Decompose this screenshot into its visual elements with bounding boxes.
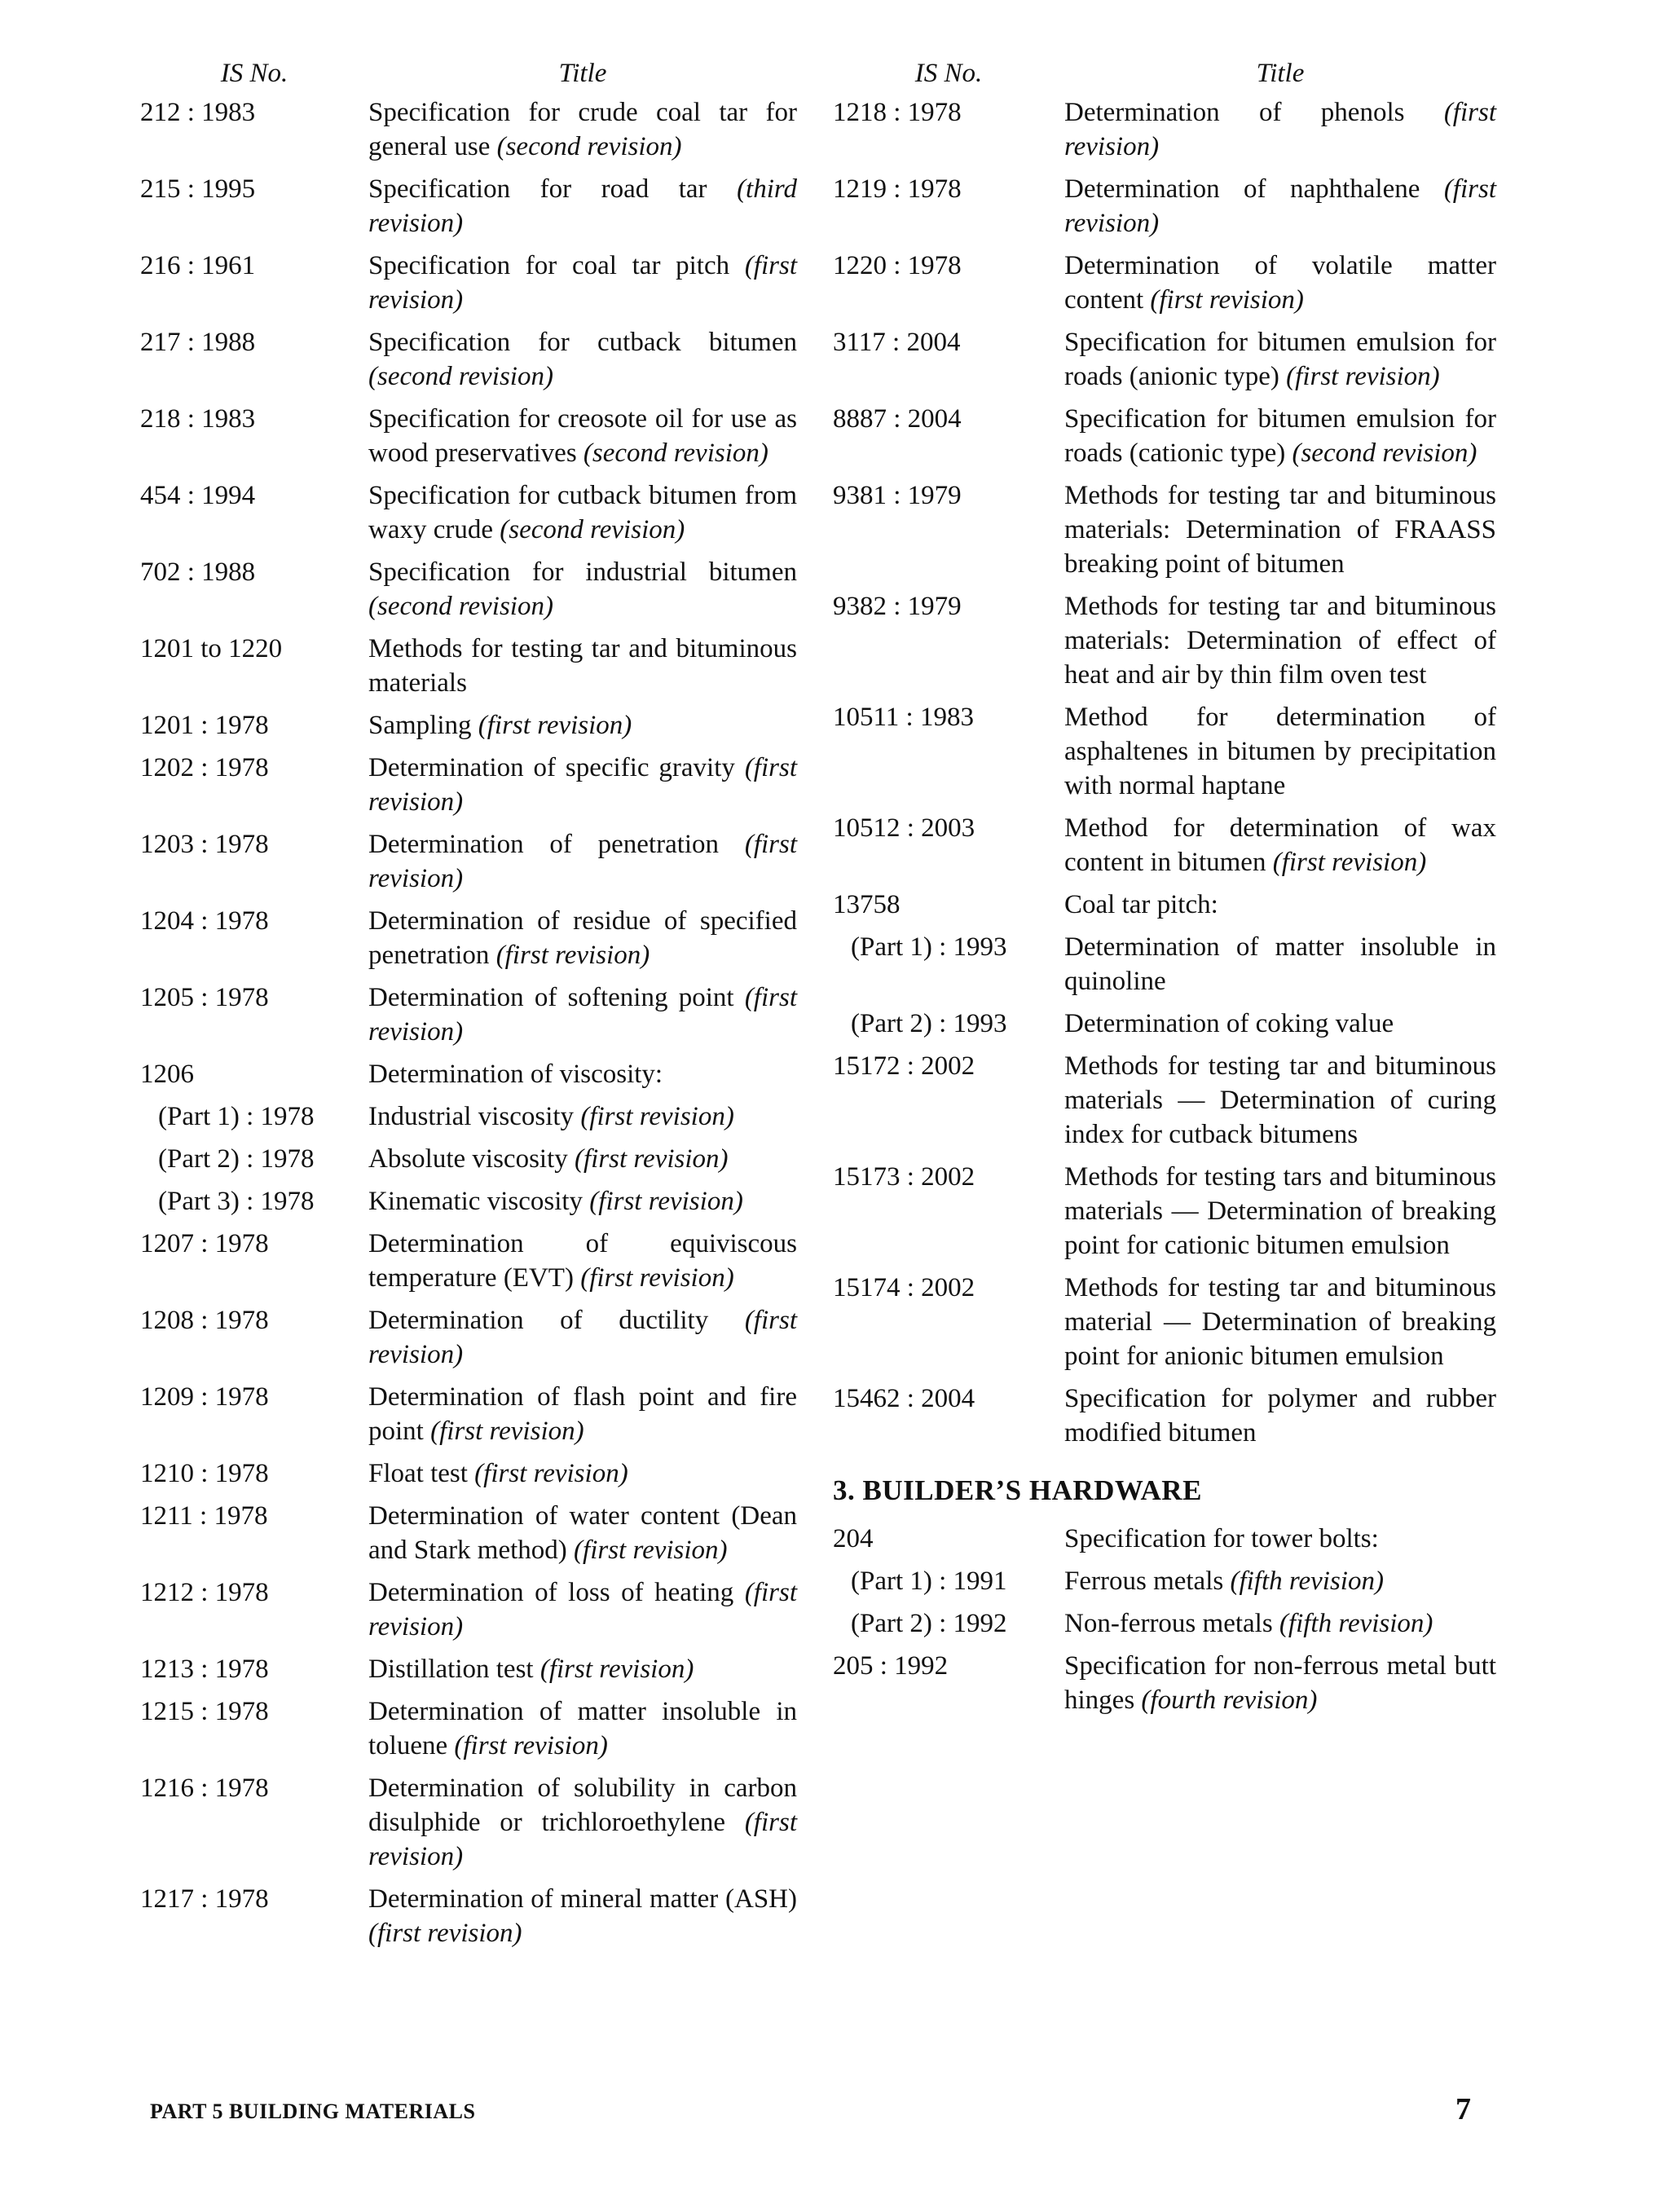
is-number: 1218 : 1978 xyxy=(833,98,962,127)
title-text: Specification for bitumen emulsion for roads (cationic type) xyxy=(1064,404,1496,468)
footer-part-label: PART 5 BUILDING MATERIALS xyxy=(150,2100,476,2123)
revision-note: (second revision) xyxy=(368,362,553,391)
is-number: 218 : 1983 xyxy=(140,404,256,434)
section3-entry-list xyxy=(833,1522,1496,1717)
entry-title xyxy=(368,751,797,819)
list-item xyxy=(140,1882,797,1950)
revision-note: (first revision) xyxy=(368,830,798,893)
title-text: Specification for road tar xyxy=(368,174,707,204)
header-is-no: IS No. xyxy=(220,59,288,88)
is-number: 1202 : 1978 xyxy=(140,753,269,782)
list-item xyxy=(140,325,797,394)
list-item xyxy=(833,402,1496,470)
list-item xyxy=(833,1160,1496,1262)
revision-note: (first revision) xyxy=(368,1808,797,1871)
revision-note: (first revision) xyxy=(580,1263,734,1293)
section-heading: 3. BUILDER’S HARDWARE xyxy=(833,1474,1202,1506)
is-number: (Part 2) : 1992 xyxy=(851,1609,1007,1638)
list-item xyxy=(833,249,1496,317)
entry-title xyxy=(368,172,797,240)
list-item xyxy=(833,1271,1496,1373)
revision-note: (first revision) xyxy=(474,1459,628,1488)
list-item xyxy=(140,1142,797,1176)
is-number: 215 : 1995 xyxy=(140,174,256,204)
revision-note: (first revision) xyxy=(478,711,632,740)
list-item xyxy=(140,751,797,819)
list-item xyxy=(140,708,797,742)
list-item xyxy=(833,888,1496,922)
entry-title xyxy=(368,1184,797,1218)
revision-note: (fifth revision) xyxy=(1279,1609,1433,1638)
list-item xyxy=(140,632,797,700)
is-number: (Part 2) : 1993 xyxy=(851,1009,1007,1038)
list-item xyxy=(140,95,797,164)
entry-title xyxy=(1064,1049,1496,1152)
revision-note: (fifth revision) xyxy=(1230,1566,1384,1596)
title-text: Determination of specific gravity xyxy=(368,753,735,782)
revision-note: (first revision) xyxy=(1150,285,1304,315)
revision-note: (first revision) xyxy=(580,1102,734,1131)
list-item xyxy=(140,1694,797,1763)
entry-title xyxy=(1064,1160,1496,1262)
is-number: 9381 : 1979 xyxy=(833,481,962,510)
entry-title xyxy=(1064,1271,1496,1373)
revision-note: (third revision) xyxy=(368,174,798,238)
revision-note: (first revision) xyxy=(368,983,797,1047)
entry-title xyxy=(368,1694,797,1763)
list-item xyxy=(140,1575,797,1644)
header-title: Title xyxy=(1256,59,1305,88)
title-text: Non-ferrous metals xyxy=(1064,1609,1273,1638)
revision-note: (first revision) xyxy=(368,1306,797,1369)
list-item xyxy=(140,402,797,470)
is-number: 9382 : 1979 xyxy=(833,592,962,621)
revision-note: (first revision) xyxy=(368,251,797,315)
list-item xyxy=(140,980,797,1049)
column-header xyxy=(833,59,1496,89)
entry-title xyxy=(368,1882,797,1950)
title-text: Methods for testing tar and bituminous materials: Determination of FRAASS breaking point of bitumen xyxy=(1064,481,1496,579)
is-number: 3117 : 2004 xyxy=(833,328,961,357)
title-text: Specification for polymer and rubber modified bitumen xyxy=(1064,1384,1496,1447)
is-number: 1215 : 1978 xyxy=(140,1697,269,1726)
is-number: (Part 1) : 1991 xyxy=(851,1566,1007,1596)
title-text: Determination of naphthalene xyxy=(1064,174,1420,204)
title-text: Determination of matter insoluble in toluene xyxy=(368,1697,797,1760)
header-title: Title xyxy=(558,59,607,88)
entry-title xyxy=(368,827,797,896)
list-item xyxy=(140,1456,797,1491)
revision-note: (first revision) xyxy=(368,753,797,817)
entry-title xyxy=(368,1142,797,1176)
is-number: 702 : 1988 xyxy=(140,557,256,587)
list-item xyxy=(140,1771,797,1874)
revision-note: (first revision) xyxy=(539,1655,694,1684)
list-item xyxy=(140,1380,797,1448)
is-number: 217 : 1988 xyxy=(140,328,256,357)
list-item xyxy=(140,1057,797,1091)
left-entry-list xyxy=(140,95,797,1950)
list-item xyxy=(833,930,1496,998)
title-text: Float test xyxy=(368,1459,468,1488)
entry-title xyxy=(368,1227,797,1295)
title-text: Specification for tower bolts: xyxy=(1064,1524,1379,1553)
list-item xyxy=(833,95,1496,164)
title-text: Determination of volatile matter content xyxy=(1064,251,1496,315)
is-number: 15174 : 2002 xyxy=(833,1273,975,1302)
title-text: Ferrous metals xyxy=(1064,1566,1224,1596)
is-number: 15172 : 2002 xyxy=(833,1051,975,1081)
is-number: 13758 xyxy=(833,890,901,919)
entry-title xyxy=(1064,700,1496,803)
title-text: Determination of mineral matter (ASH) xyxy=(368,1884,797,1914)
is-number: 1205 : 1978 xyxy=(140,983,269,1012)
title-text: Determination of residue of specified penetration xyxy=(368,906,797,970)
entry-title xyxy=(1064,478,1496,581)
revision-note: (first revision) xyxy=(368,1919,522,1948)
is-number: 1208 : 1978 xyxy=(140,1306,269,1335)
is-number: 1207 : 1978 xyxy=(140,1229,269,1258)
title-text: Coal tar pitch: xyxy=(1064,890,1218,919)
entry-title xyxy=(368,980,797,1049)
right-column xyxy=(833,59,1496,1725)
revision-note: (second revision) xyxy=(1292,438,1477,468)
revision-note: (second revision) xyxy=(496,132,682,161)
entry-title xyxy=(1064,1606,1496,1641)
entry-title xyxy=(368,904,797,972)
right-entry-list xyxy=(833,95,1496,1450)
entry-title xyxy=(368,708,797,742)
title-text: Determination of matter insoluble in quinoline xyxy=(1064,932,1496,996)
header-is-no: IS No. xyxy=(914,59,983,88)
title-text: Determination of solubility in carbon disulphide or trichloroethylene xyxy=(368,1774,797,1837)
is-number: 1216 : 1978 xyxy=(140,1774,269,1803)
entry-title xyxy=(368,478,797,547)
is-number: 1201 : 1978 xyxy=(140,711,269,740)
list-item xyxy=(140,555,797,624)
revision-note: (fourth revision) xyxy=(1141,1685,1318,1715)
is-number: 15173 : 2002 xyxy=(833,1162,975,1192)
title-text: Determination of flash point and fire point xyxy=(368,1382,797,1446)
is-number: 212 : 1983 xyxy=(140,98,256,127)
title-text: Determination of loss of heating xyxy=(368,1578,734,1607)
entry-title xyxy=(368,1771,797,1874)
entry-title xyxy=(1064,325,1496,394)
list-item xyxy=(833,1007,1496,1041)
title-text: Absolute viscosity xyxy=(368,1144,568,1174)
revision-note: (second revision) xyxy=(500,515,685,544)
title-text: Methods for testing tar and bituminous materials: Determination of effect of heat and air by thin film oven test xyxy=(1064,592,1496,690)
entry-title xyxy=(1064,95,1496,164)
list-item xyxy=(140,1099,797,1134)
list-item xyxy=(833,478,1496,581)
column-header xyxy=(140,59,797,89)
revision-note: (second revision) xyxy=(368,592,553,621)
revision-note: (first revision) xyxy=(1064,174,1496,238)
title-text: Determination of softening point xyxy=(368,983,734,1012)
is-number: (Part 1) : 1978 xyxy=(158,1102,315,1131)
list-item xyxy=(833,1381,1496,1450)
is-number: 1211 : 1978 xyxy=(140,1501,268,1531)
entry-title xyxy=(368,402,797,470)
is-number: 1217 : 1978 xyxy=(140,1884,269,1914)
entry-title xyxy=(368,1099,797,1134)
list-item xyxy=(140,904,797,972)
title-text: Specification for bitumen emulsion for roads (anionic type) xyxy=(1064,328,1496,391)
is-number: 1220 : 1978 xyxy=(833,251,962,280)
entry-title xyxy=(1064,249,1496,317)
entry-title xyxy=(368,325,797,394)
entry-title xyxy=(1064,811,1496,879)
is-number: 216 : 1961 xyxy=(140,251,256,280)
is-number: 1204 : 1978 xyxy=(140,906,269,936)
title-text: Method for determination of wax content in bitumen xyxy=(1064,813,1496,877)
is-number: 1206 xyxy=(140,1060,194,1089)
list-item xyxy=(833,589,1496,692)
revision-note: (first revision) xyxy=(575,1144,729,1174)
title-text: Specification for non-ferrous metal butt hinges xyxy=(1064,1651,1496,1715)
list-item xyxy=(833,1649,1496,1717)
entry-title xyxy=(368,1575,797,1644)
entry-title xyxy=(368,1057,797,1091)
page-number: 7 xyxy=(1455,2092,1471,2126)
title-text: Methods for testing tar and bituminous materials xyxy=(368,634,797,698)
title-text: Distillation test xyxy=(368,1655,534,1684)
list-item xyxy=(140,249,797,317)
title-text: Determination of ductility xyxy=(368,1306,709,1335)
entry-title xyxy=(368,1652,797,1686)
is-number: 1212 : 1978 xyxy=(140,1578,269,1607)
revision-note: (first revision) xyxy=(430,1417,584,1446)
list-item xyxy=(833,1564,1496,1598)
title-text: Kinematic viscosity xyxy=(368,1187,583,1216)
revision-note: (first revision) xyxy=(1286,362,1440,391)
list-item xyxy=(833,325,1496,394)
title-text: Specification for cutback bitumen from waxy crude xyxy=(368,481,797,544)
revision-note: (first revision) xyxy=(574,1536,728,1565)
entry-title xyxy=(1064,589,1496,692)
list-item xyxy=(833,172,1496,240)
entry-title xyxy=(1064,888,1496,922)
is-number: 10511 : 1983 xyxy=(833,703,974,732)
entry-title xyxy=(368,1303,797,1372)
list-item xyxy=(140,1652,797,1686)
entry-title xyxy=(368,95,797,164)
entry-title xyxy=(1064,1522,1496,1556)
title-text: Method for determination of asphaltenes in bitumen by precipitation with normal haptane xyxy=(1064,703,1496,800)
entry-title xyxy=(1064,1007,1496,1041)
is-number: 1210 : 1978 xyxy=(140,1459,269,1488)
revision-note: (first revision) xyxy=(1272,848,1427,877)
title-text: Determination of penetration xyxy=(368,830,720,859)
title-text: Specification for coal tar pitch xyxy=(368,251,730,280)
entry-title xyxy=(1064,1564,1496,1598)
entry-title xyxy=(1064,930,1496,998)
is-number: 15462 : 2004 xyxy=(833,1384,975,1413)
entry-title xyxy=(1064,1649,1496,1717)
title-text: Specification for creosote oil for use as wood preservatives xyxy=(368,404,797,468)
entry-title xyxy=(368,555,797,624)
title-text: Determination of viscosity: xyxy=(368,1060,663,1089)
revision-note: (first revision) xyxy=(368,1578,797,1641)
is-number: 8887 : 2004 xyxy=(833,404,962,434)
title-text: Specification for industrial bitumen xyxy=(368,557,797,587)
list-item xyxy=(140,1227,797,1295)
is-number: 1201 to 1220 xyxy=(140,634,283,663)
is-number: (Part 2) : 1978 xyxy=(158,1144,315,1174)
entry-title xyxy=(1064,402,1496,470)
entry-title xyxy=(368,1456,797,1491)
title-text: Determination of equiviscous temperature (EVT) xyxy=(368,1229,797,1293)
list-item xyxy=(140,1499,797,1567)
title-text: Specification for cutback bitumen xyxy=(368,328,797,357)
entry-title xyxy=(368,1380,797,1448)
is-number: 454 : 1994 xyxy=(140,481,256,510)
title-text: Determination of water content (Dean and Stark method) xyxy=(368,1501,797,1565)
is-number: 1219 : 1978 xyxy=(833,174,962,204)
list-item xyxy=(140,1184,797,1218)
title-text: Specification for crude coal tar for general use xyxy=(368,98,797,161)
list-item xyxy=(140,1303,797,1372)
title-text: Sampling xyxy=(368,711,472,740)
left-column xyxy=(140,59,797,1959)
list-item xyxy=(140,827,797,896)
is-number: 1209 : 1978 xyxy=(140,1382,269,1412)
list-item xyxy=(833,1606,1496,1641)
title-text: Determination of phenols xyxy=(1064,98,1405,127)
title-text: Methods for testing tar and bituminous materials — Determination of curing index for cutback bitumens xyxy=(1064,1051,1496,1149)
list-item xyxy=(833,700,1496,803)
list-item xyxy=(140,478,797,547)
title-text: Methods for testing tar and bituminous material — Determination of breaking point for anionic bitumen emulsion xyxy=(1064,1273,1496,1371)
title-text: Determination of coking value xyxy=(1064,1009,1394,1038)
entry-title xyxy=(368,632,797,700)
entry-title xyxy=(1064,172,1496,240)
entry-title xyxy=(1064,1381,1496,1450)
is-number: 204 xyxy=(833,1524,874,1553)
revision-note: (first revision) xyxy=(1064,98,1496,161)
is-number: 1203 : 1978 xyxy=(140,830,269,859)
revision-note: (first revision) xyxy=(589,1187,743,1216)
entry-title xyxy=(368,249,797,317)
title-text: Methods for testing tars and bituminous materials — Determination of breaking point for cationic bitumen emulsion xyxy=(1064,1162,1496,1260)
revision-note: (second revision) xyxy=(583,438,768,468)
revision-note: (first revision) xyxy=(454,1731,608,1760)
entry-title xyxy=(368,1499,797,1567)
list-item xyxy=(833,1522,1496,1556)
title-text: Industrial viscosity xyxy=(368,1102,575,1131)
list-item xyxy=(833,811,1496,879)
list-item xyxy=(833,1049,1496,1152)
is-number: (Part 1) : 1993 xyxy=(851,932,1007,962)
is-number: 1213 : 1978 xyxy=(140,1655,269,1684)
list-item xyxy=(140,172,797,240)
is-number: 10512 : 2003 xyxy=(833,813,975,843)
is-number: (Part 3) : 1978 xyxy=(158,1187,315,1216)
is-number: 205 : 1992 xyxy=(833,1651,949,1681)
revision-note: (first revision) xyxy=(495,941,650,970)
